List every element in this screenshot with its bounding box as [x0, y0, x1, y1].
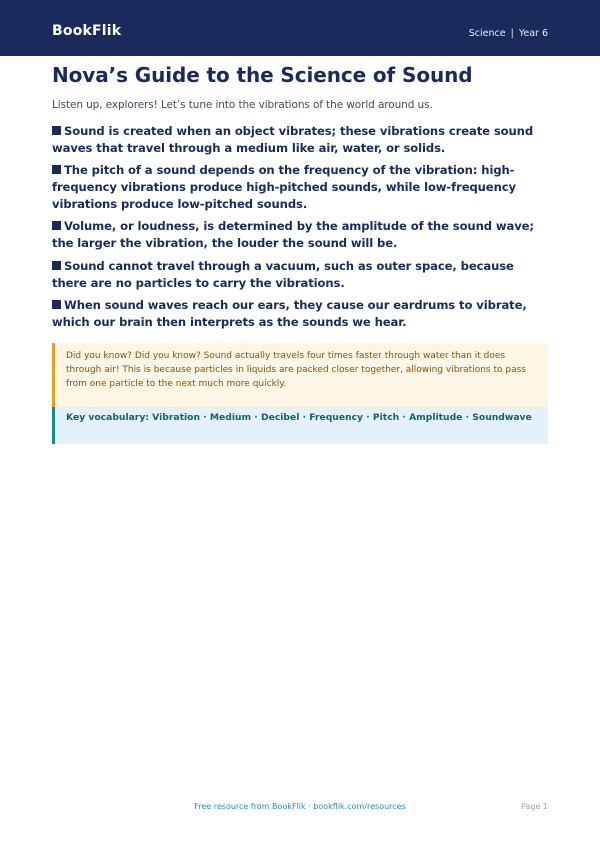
- did-you-know-callout: [52, 343, 548, 407]
- key-point-text: Sound is created when an object vibrates; these vibrations create sound waves that travel through a medium like air, water, or solids.: [52, 124, 534, 155]
- key-point-text: Sound cannot travel through a vacuum, such as outer space, because there are no particles to carry the vibrations.: [52, 259, 514, 290]
- meta-separator: |: [510, 28, 514, 39]
- page-number: Page 1: [521, 802, 548, 811]
- year-label: Year 6: [518, 28, 548, 39]
- subject-label: Science: [468, 28, 506, 39]
- footer-link[interactable]: Free resource from BookFlik · bookflik.com/resources: [194, 802, 406, 811]
- square-bullet-icon: [52, 261, 61, 270]
- brand-logo[interactable]: BookFlik: [52, 23, 122, 39]
- intro-text: Listen up, explorers! Let’s tune into the vibrations of the world around us.: [52, 99, 433, 111]
- key-point-text: When sound waves reach our ears, they cause our eardrums to vibrate, which our brain then interprets as the sounds we hear.: [52, 298, 527, 329]
- key-point-2: [52, 162, 552, 213]
- square-bullet-icon: [52, 300, 61, 309]
- key-point-3: [52, 218, 552, 252]
- key-point-4: [52, 258, 552, 292]
- vocabulary-text: Key vocabulary: Vibration · Medium · Decibel · Frequency · Pitch · Amplitude · Soundwave: [66, 412, 532, 423]
- square-bullet-icon: [52, 165, 61, 174]
- page-title: Nova’s Guide to the Science of Sound: [52, 63, 473, 87]
- square-bullet-icon: [52, 221, 61, 230]
- header-meta: [469, 28, 548, 39]
- key-point-text: The pitch of a sound depends on the frequency of the vibration: high-frequency vibrations produce high-pitched sounds, while low-frequency vibrations produce low-pitched sounds.: [52, 163, 516, 211]
- square-bullet-icon: [52, 126, 61, 135]
- page-header: [0, 0, 600, 56]
- key-point-text: Volume, or loudness, is determined by the amplitude of the sound wave; the larger the vibration, the louder the sound will be.: [52, 219, 534, 250]
- fact-text: Did you know? Did you know? Sound actually travels four times faster through water than it does through air! This is because particles in liquids are packed closer together, allowing vibrations to pass from one particle to the next much more quickly.: [66, 351, 526, 389]
- key-vocabulary-callout: [52, 407, 548, 444]
- key-point-1: [52, 123, 552, 157]
- key-point-5: [52, 297, 552, 331]
